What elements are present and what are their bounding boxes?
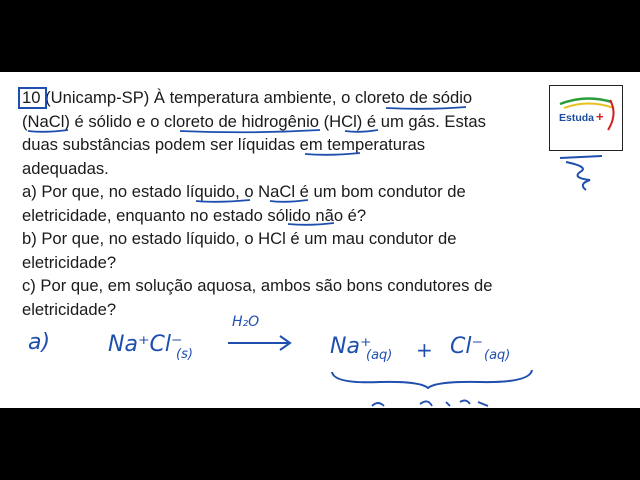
question-part-c-cont: eletricidade? bbox=[22, 299, 117, 319]
products-brace bbox=[332, 370, 532, 388]
slide bbox=[0, 72, 640, 408]
letterbox-bottom bbox=[0, 408, 640, 480]
reactant-formula: Na⁺Cl⁻ bbox=[108, 332, 183, 357]
question-part-a-cont: eletricidade, enquanto no estado sólido não é? bbox=[22, 205, 367, 225]
partial-writing bbox=[372, 400, 488, 406]
product-sodium-state: (aq) bbox=[366, 348, 393, 363]
answer-part-label: a) bbox=[28, 330, 51, 355]
logo-text: Estuda + bbox=[559, 109, 604, 124]
product-sodium-ion: Na⁺ bbox=[330, 334, 372, 359]
logo-scribble bbox=[560, 156, 602, 190]
reactant-state: (s) bbox=[176, 347, 193, 362]
product-chloride-ion: Cl⁻ bbox=[450, 334, 484, 359]
question-text bbox=[22, 86, 522, 321]
plus-sign: + bbox=[416, 338, 433, 362]
estuda-logo bbox=[549, 85, 623, 151]
question-part-b: b) Por que, no estado líquido, o HCl é um mau condutor de bbox=[22, 229, 457, 248]
question-line-3: duas substâncias podem ser líquidas em temperaturas bbox=[22, 135, 426, 154]
question-part-a: a) Por que, no estado líquido, o NaCl é um bom condutor de bbox=[22, 182, 466, 201]
question-part-b-cont: eletricidade? bbox=[22, 252, 117, 272]
question-line-2: (NaCl) é sólido e o cloreto de hidrogênio (HCl) é um gás. Estas bbox=[22, 111, 486, 131]
arrow-label: H₂O bbox=[232, 314, 260, 330]
letterbox-top bbox=[0, 0, 640, 72]
reaction-arrow bbox=[228, 336, 290, 350]
question-line-1: 10 (Unicamp-SP) À temperatura ambiente, o cloreto de sódio bbox=[22, 88, 473, 107]
question-part-c: c) Por que, em solução aquosa, ambos são bons condutores de bbox=[22, 276, 493, 295]
question-number: 10 bbox=[22, 88, 41, 107]
question-line-4: adequadas. bbox=[22, 158, 109, 178]
product-chloride-state: (aq) bbox=[484, 348, 511, 363]
